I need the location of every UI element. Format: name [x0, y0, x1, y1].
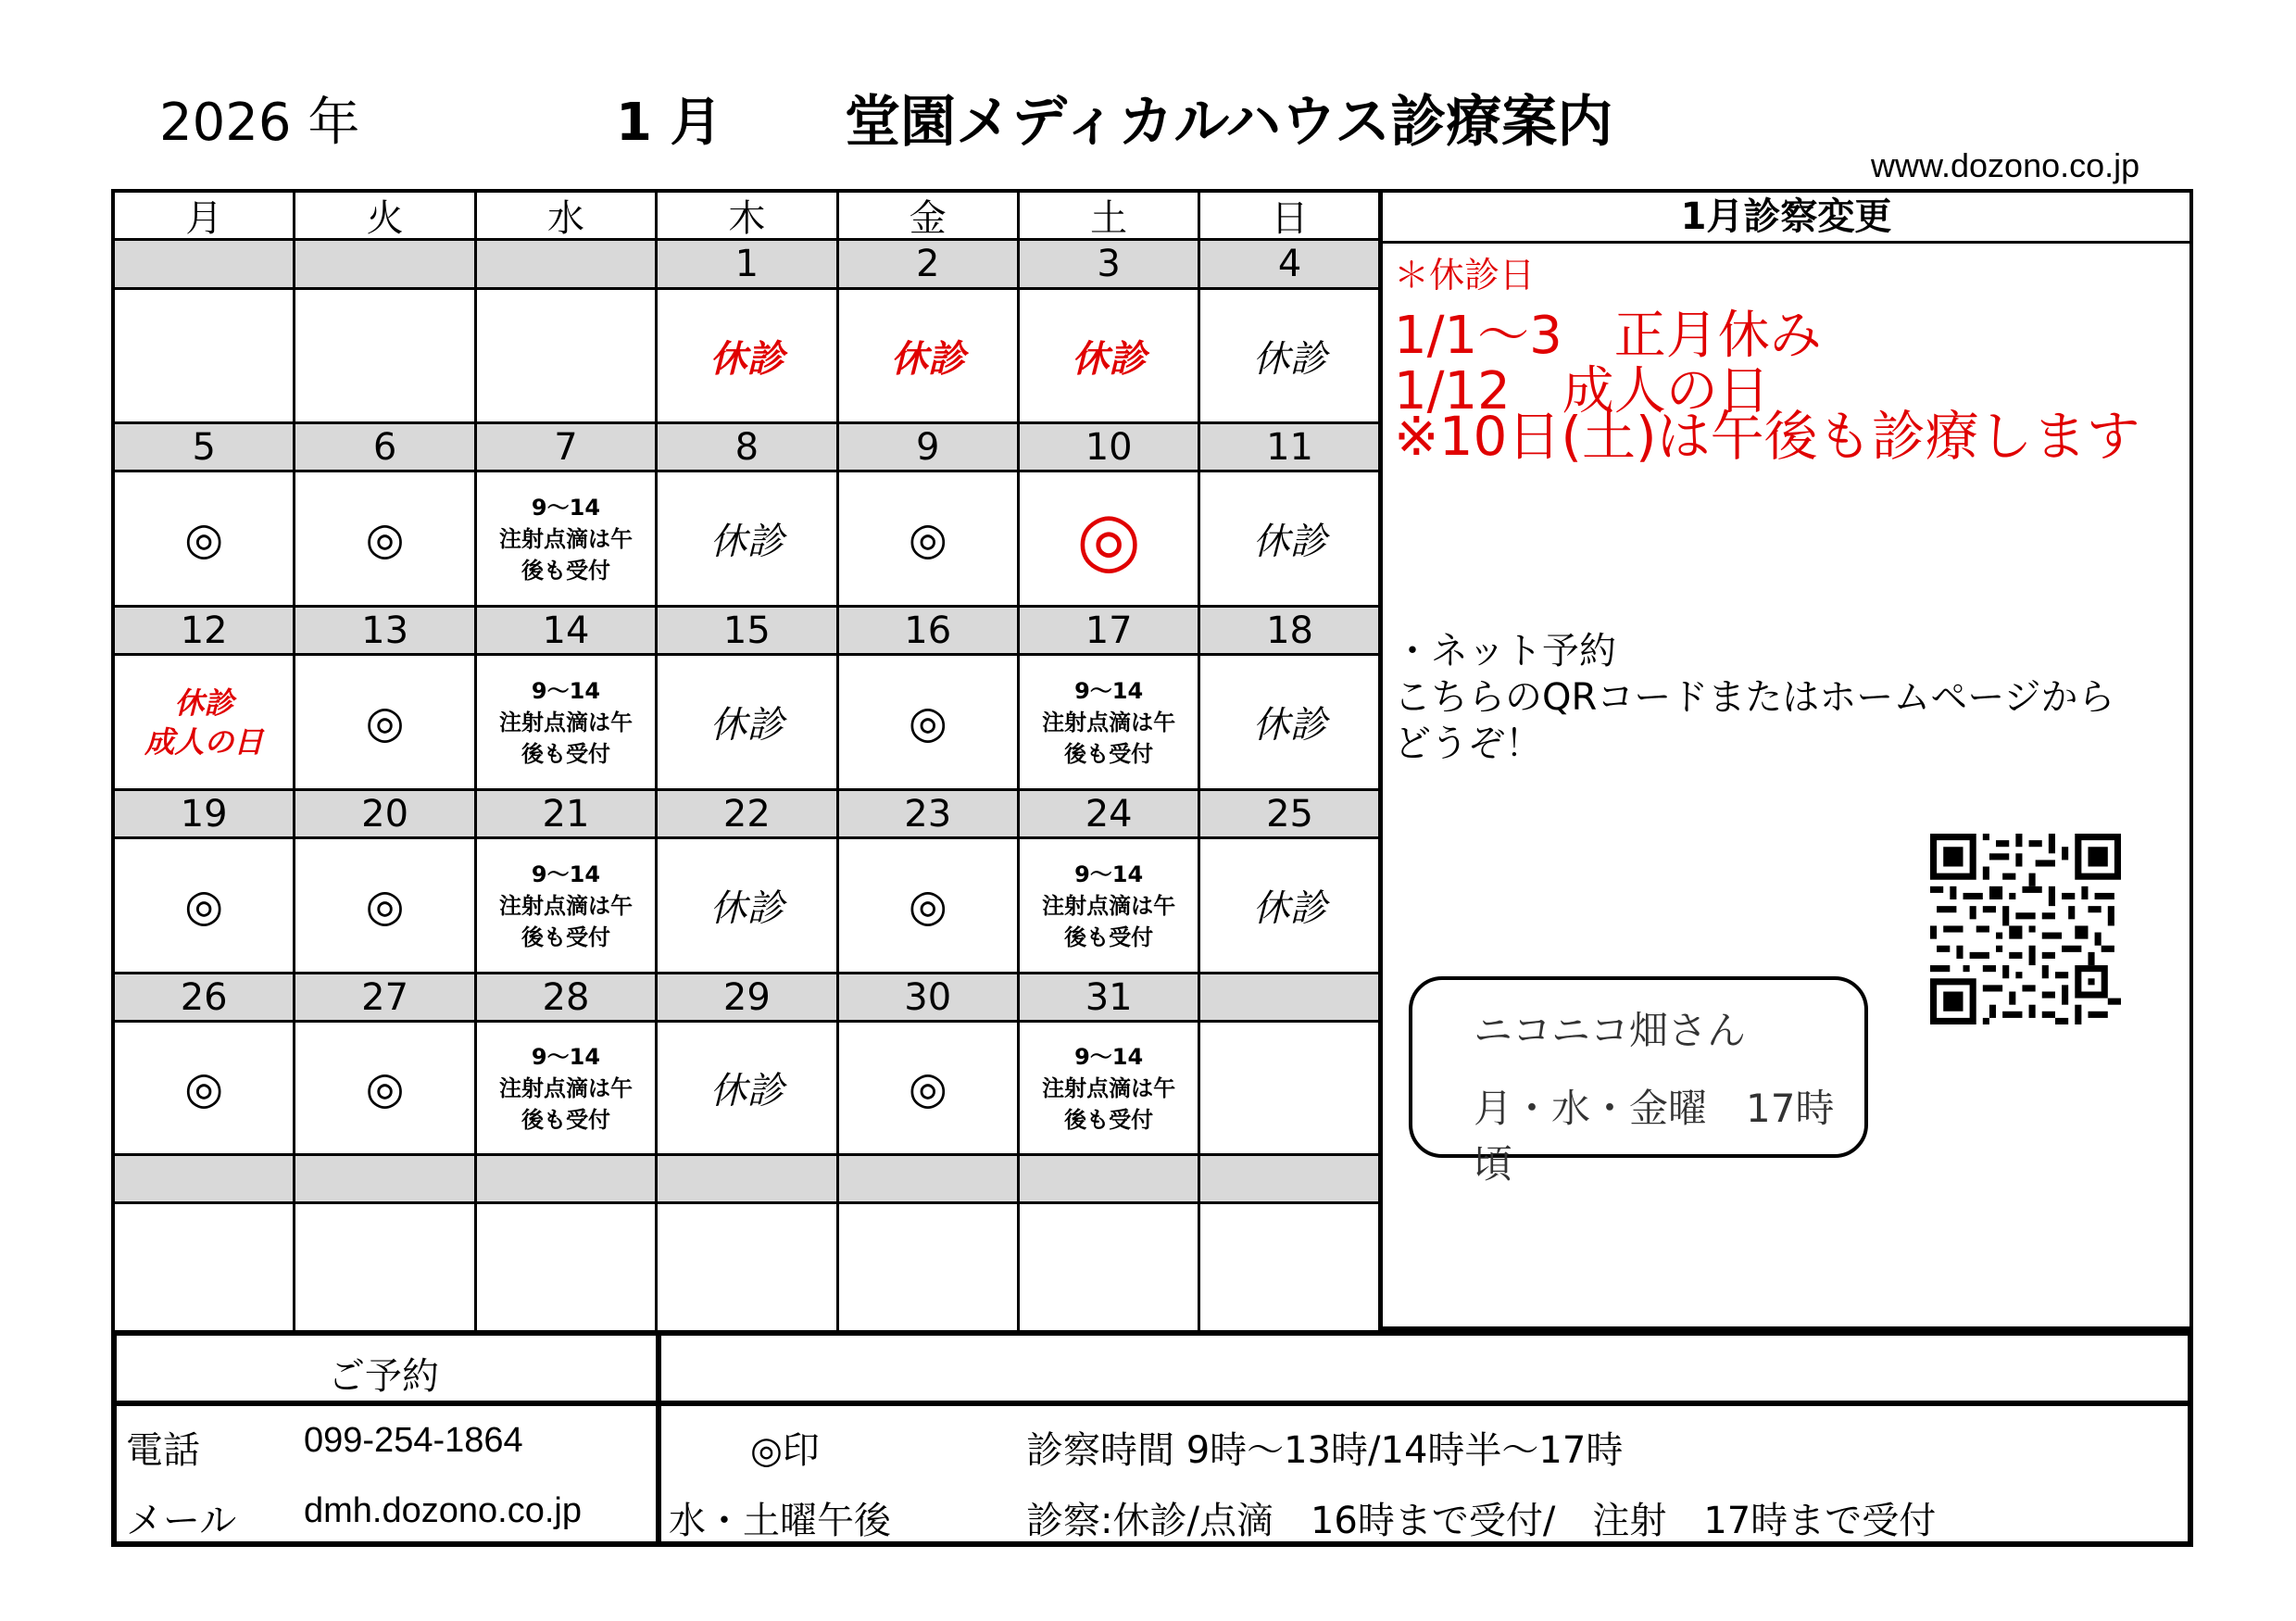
- open-mark-highlight: ◎: [1076, 496, 1142, 582]
- date-number: 12: [115, 608, 295, 656]
- open-mark: ◎: [908, 1062, 947, 1114]
- note-line: 9～14: [531, 1043, 601, 1070]
- week3-body-row: [115, 656, 1382, 791]
- farm-name: ニコニコ畑さん: [1474, 1008, 1747, 1053]
- date-number: 7: [477, 424, 658, 472]
- day-cell-1: [658, 290, 838, 424]
- note-line: 後も受付: [521, 924, 610, 950]
- day-cell-9: [839, 472, 1020, 608]
- page-title: 堂園メディカルハウス診療案内: [845, 90, 1613, 155]
- week5-body-row: [115, 1023, 1382, 1156]
- note-line: 注射点滴は午: [498, 525, 633, 552]
- date-number: 20: [295, 791, 476, 839]
- weekday-sat: 土: [1020, 193, 1200, 241]
- week5-number-row: [115, 974, 1382, 1023]
- day-cell-13: [295, 656, 476, 791]
- day-cell-empty: [115, 290, 295, 424]
- day-cell-empty: [1020, 1204, 1200, 1334]
- mark-legend-label: ◎印: [750, 1429, 820, 1472]
- closed-label: 休診: [709, 521, 784, 563]
- date-number: 22: [658, 791, 838, 839]
- wed-sat-afternoon-desc: 診察:休診/点滴 16時まで受付/ 注射 17時まで受付: [1026, 1500, 1937, 1542]
- holiday-label: ＊休診日: [1394, 255, 1536, 295]
- qr-code[interactable]: [1927, 834, 2124, 1024]
- mail-label: メール: [126, 1500, 237, 1542]
- date-number: 18: [1200, 608, 1381, 656]
- weekday-thu: 木: [658, 193, 838, 241]
- date-number: 27: [295, 974, 476, 1023]
- phone-label: 電話: [126, 1429, 200, 1472]
- date-number: 29: [658, 974, 838, 1023]
- wed-sat-afternoon-label: 水・土曜午後: [669, 1500, 891, 1542]
- day-cell-empty: [295, 290, 476, 424]
- day-cell-25: [1200, 839, 1381, 974]
- weekday-tue: 火: [295, 193, 476, 241]
- date-number: [115, 241, 295, 290]
- date-number: 2: [839, 241, 1020, 290]
- schedule-changes-panel: [1378, 189, 2193, 1330]
- closed-label: 休診: [1252, 887, 1327, 930]
- date-number: 24: [1020, 791, 1200, 839]
- note-line: 9～14: [1074, 1043, 1144, 1070]
- week2-number-row: [115, 424, 1382, 472]
- closed-label: 休診: [1252, 521, 1327, 563]
- day-cell-empty: [1200, 1023, 1381, 1156]
- weekday-header-row: [115, 193, 1382, 241]
- day-cell-26: [115, 1023, 295, 1156]
- day-cell-29: [658, 1023, 838, 1156]
- note-line: 後も受付: [1064, 1106, 1154, 1133]
- day-cell-12: [115, 656, 295, 791]
- date-number: 14: [477, 608, 658, 656]
- open-mark: ◎: [184, 1062, 224, 1114]
- year-label: 2026 年: [159, 93, 360, 153]
- date-number: 28: [477, 974, 658, 1023]
- date-number: [115, 1156, 295, 1204]
- day-cell-27: [295, 1023, 476, 1156]
- date-number: 3: [1020, 241, 1200, 290]
- day-cell-17: [1020, 656, 1200, 791]
- date-number: 25: [1200, 791, 1381, 839]
- open-mark: ◎: [908, 696, 947, 748]
- day-cell-2: [839, 290, 1020, 424]
- day-cell-6: [295, 472, 476, 608]
- date-number: [839, 1156, 1020, 1204]
- note-line: 後も受付: [521, 557, 610, 584]
- note-line: 後も受付: [521, 740, 610, 767]
- weekday-mon: 月: [115, 193, 295, 241]
- note-line: 9～14: [531, 677, 601, 704]
- note-line: 後も受付: [521, 1106, 610, 1133]
- day-cell-empty: [1200, 1204, 1381, 1334]
- week6-number-row: [115, 1156, 1382, 1204]
- online-reservation-text: [1394, 628, 2190, 767]
- day-cell-30: [839, 1023, 1020, 1156]
- closed-label: 休診: [1072, 337, 1147, 381]
- note-line: 注射点滴は午: [1042, 709, 1176, 735]
- open-mark: ◎: [365, 696, 405, 748]
- nico-nico-farm-notice: [1409, 976, 1868, 1187]
- week4-number-row: [115, 791, 1382, 839]
- weekday-fri: 金: [839, 193, 1020, 241]
- date-number: 6: [295, 424, 476, 472]
- weekday-sun: 日: [1200, 193, 1381, 241]
- date-number: 16: [839, 608, 1020, 656]
- date-number: 26: [115, 974, 295, 1023]
- day-cell-18: [1200, 656, 1381, 791]
- open-mark: ◎: [908, 879, 947, 932]
- open-mark: ◎: [365, 879, 405, 932]
- holiday-coming-of-age: 1/12 成人の日: [1394, 361, 1770, 421]
- net-line: どうぞ！: [1394, 723, 1542, 765]
- date-number: 15: [658, 608, 838, 656]
- date-number: 11: [1200, 424, 1381, 472]
- note-line: 9～14: [1074, 861, 1144, 887]
- date-number: [1200, 1156, 1381, 1204]
- note-line: 注射点滴は午: [498, 892, 633, 919]
- closed-label: 休診: [174, 685, 234, 721]
- day-cell-7: [477, 472, 658, 608]
- saturday-afternoon-notice: ※10日(土)は午後も診療します: [1394, 405, 2140, 468]
- date-number: 4: [1200, 241, 1381, 290]
- footer-info: [111, 1330, 2193, 1547]
- week2-body-row: [115, 472, 1382, 608]
- day-cell-empty: [115, 1204, 295, 1334]
- net-line: こちらのQRコードまたはホームページから: [1394, 676, 2115, 719]
- week1-body-row: [115, 290, 1382, 424]
- panel-heading: 1月診察変更: [1383, 193, 2189, 244]
- note-line: 9～14: [531, 494, 601, 521]
- weekday-wed: 水: [477, 193, 658, 241]
- day-cell-empty: [295, 1204, 476, 1334]
- open-mark: ◎: [184, 512, 224, 565]
- reservation-heading: ご予約: [328, 1355, 439, 1398]
- day-cell-10: [1020, 472, 1200, 608]
- day-cell-empty: [477, 290, 658, 424]
- date-number: 21: [477, 791, 658, 839]
- closed-label: 休診: [709, 887, 784, 930]
- note-line: 注射点滴は午: [1042, 1074, 1176, 1101]
- note-line: 注射点滴は午: [498, 1074, 633, 1101]
- week4-body-row: [115, 839, 1382, 974]
- date-number: [295, 241, 476, 290]
- closed-label: 休診: [709, 1070, 784, 1112]
- consultation-hours: 診察時間 9時～13時/14時半～17時: [1026, 1429, 1624, 1472]
- note-line: 後も受付: [1064, 924, 1154, 950]
- closed-label: 休診: [1252, 337, 1327, 381]
- day-cell-16: [839, 656, 1020, 791]
- date-number: 10: [1020, 424, 1200, 472]
- phone-number[interactable]: 099-254-1864: [304, 1421, 523, 1460]
- date-number: 5: [115, 424, 295, 472]
- day-cell-empty: [658, 1204, 838, 1334]
- mail-address[interactable]: dmh.dozono.co.jp: [304, 1491, 582, 1530]
- website-url[interactable]: www.dozono.co.jp: [1871, 146, 2140, 184]
- closed-label: 休診: [709, 337, 784, 381]
- date-number: 1: [658, 241, 838, 290]
- day-cell-24: [1020, 839, 1200, 974]
- date-number: 8: [658, 424, 838, 472]
- week6-body-row: [115, 1204, 1382, 1334]
- date-number: 19: [115, 791, 295, 839]
- day-cell-28: [477, 1023, 658, 1156]
- note-line: 注射点滴は午: [1042, 892, 1176, 919]
- date-number: 9: [839, 424, 1020, 472]
- day-cell-19: [115, 839, 295, 974]
- day-cell-8: [658, 472, 838, 608]
- day-cell-4: [1200, 290, 1381, 424]
- date-number: [1020, 1156, 1200, 1204]
- closed-label: 休診: [709, 704, 784, 747]
- day-cell-empty: [839, 1204, 1020, 1334]
- date-number: 30: [839, 974, 1020, 1023]
- day-cell-20: [295, 839, 476, 974]
- divider: [656, 1336, 661, 1541]
- day-cell-5: [115, 472, 295, 608]
- day-cell-21: [477, 839, 658, 974]
- date-number: [295, 1156, 476, 1204]
- date-number: 17: [1020, 608, 1200, 656]
- day-cell-23: [839, 839, 1020, 974]
- closed-label: 休診: [890, 337, 965, 381]
- date-number: 13: [295, 608, 476, 656]
- open-mark: ◎: [365, 1062, 405, 1114]
- calendar-grid: [111, 189, 1382, 1334]
- note-line: 9～14: [1074, 677, 1144, 704]
- date-number: [477, 241, 658, 290]
- date-number: [658, 1156, 838, 1204]
- day-cell-14: [477, 656, 658, 791]
- note-line: 後も受付: [1064, 740, 1154, 767]
- month-label: 1 月: [616, 93, 722, 153]
- open-mark: ◎: [908, 512, 947, 565]
- day-cell-3: [1020, 290, 1200, 424]
- farm-schedule: 月・水・金曜 17時頃: [1474, 1086, 1835, 1187]
- date-number: [1200, 974, 1381, 1023]
- date-number: 23: [839, 791, 1020, 839]
- day-cell-empty: [477, 1204, 658, 1334]
- date-number: [477, 1156, 658, 1204]
- day-cell-22: [658, 839, 838, 974]
- open-mark: ◎: [184, 879, 224, 932]
- day-cell-31: [1020, 1023, 1200, 1156]
- open-mark: ◎: [365, 512, 405, 565]
- date-number: 31: [1020, 974, 1200, 1023]
- holiday-new-year: 1/1～3 正月休み: [1394, 306, 1822, 366]
- closed-label: 休診: [1252, 704, 1327, 747]
- net-line: ・ネット予約: [1394, 630, 1616, 672]
- day-cell-15: [658, 656, 838, 791]
- holiday-name: 成人の日: [144, 723, 264, 760]
- note-line: 注射点滴は午: [498, 709, 633, 735]
- day-cell-11: [1200, 472, 1381, 608]
- week3-number-row: [115, 608, 1382, 656]
- divider: [117, 1401, 2188, 1406]
- note-line: 9～14: [531, 861, 601, 887]
- week1-number-row: [115, 241, 1382, 290]
